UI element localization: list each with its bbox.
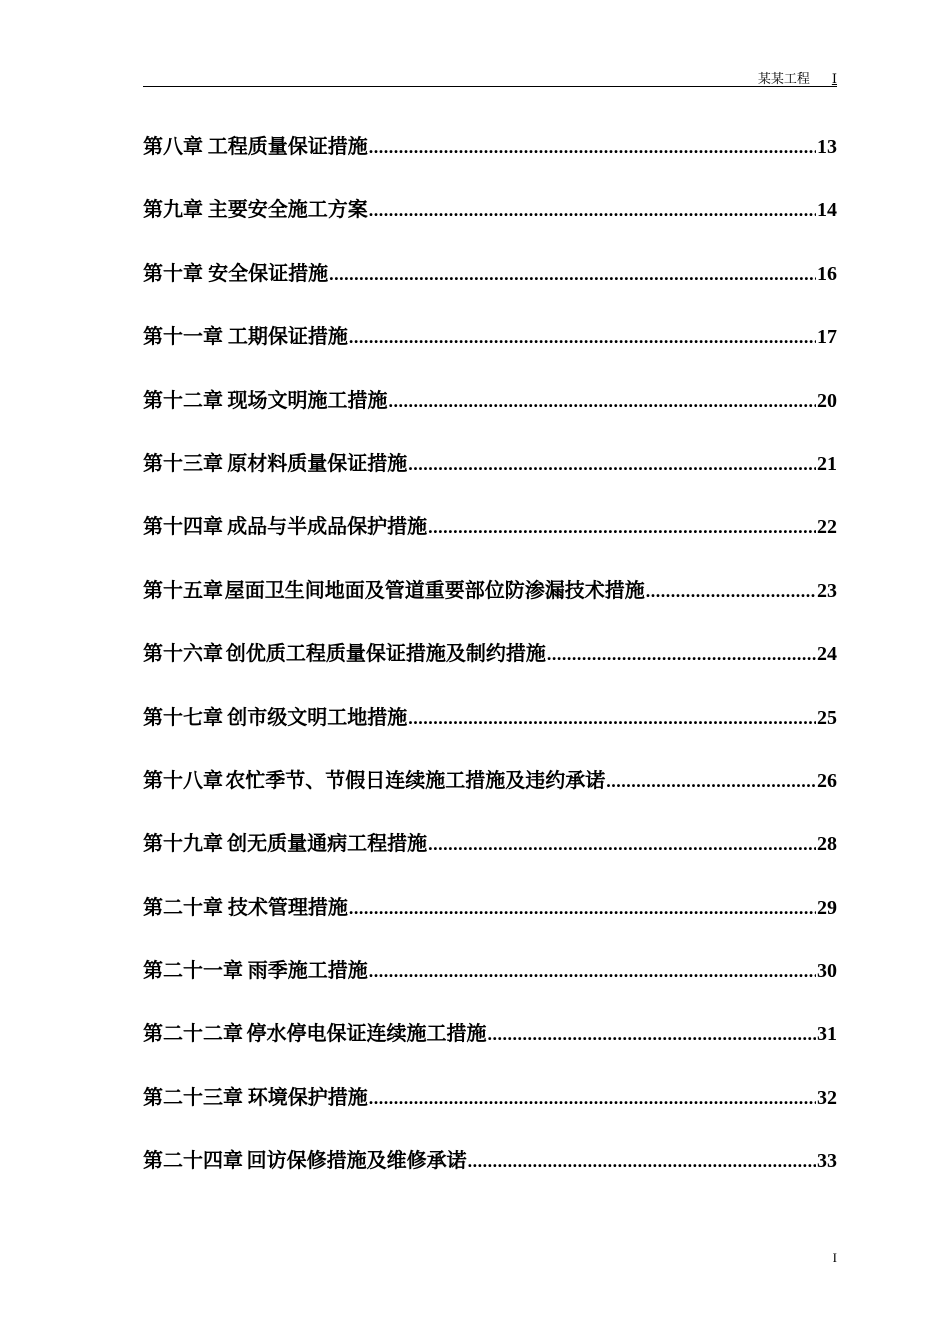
toc-page-number: 32: [817, 1086, 837, 1109]
toc-entry[interactable]: [143, 637, 837, 700]
toc-title: 成品与半成品保护措施: [227, 514, 428, 539]
toc-chapter: 第十八章: [143, 767, 223, 792]
toc-leader: [547, 644, 816, 665]
toc-leader: [487, 1024, 816, 1045]
toc-entry[interactable]: [143, 1017, 837, 1080]
toc-chapter: 第二十章: [143, 894, 223, 919]
table-of-contents: [143, 130, 837, 1208]
toc-entry[interactable]: [143, 193, 837, 256]
toc-leader: [646, 581, 816, 602]
toc-leader: [369, 200, 816, 221]
toc-chapter: 第十四章: [143, 514, 223, 539]
toc-leader: [329, 264, 816, 285]
toc-title: 安全保证措施: [208, 260, 329, 285]
page-header: [143, 64, 837, 87]
footer-page-number: I: [832, 1250, 837, 1265]
toc-page-number: 25: [817, 706, 837, 729]
toc-leader: [349, 327, 816, 348]
toc-chapter: 第十七章: [143, 704, 223, 729]
toc-entry[interactable]: [143, 320, 837, 383]
toc-title: 创市级文明工地措施: [227, 704, 408, 729]
toc-chapter: 第十九章: [143, 831, 223, 856]
toc-page-number: 16: [817, 262, 837, 285]
header-page-number: I: [831, 72, 837, 87]
toc-title: 技术管理措施: [227, 894, 348, 919]
toc-page-number: 17: [817, 326, 837, 349]
toc-leader: [606, 771, 816, 792]
toc-chapter: 第十五章: [143, 577, 223, 602]
toc-chapter: 第十二章: [143, 387, 223, 412]
toc-title: 创优质工程质量保证措施及制约措施: [225, 641, 546, 666]
toc-leader: [408, 454, 816, 475]
toc-entry[interactable]: [143, 574, 837, 637]
toc-title: 现场文明施工措施: [227, 387, 388, 412]
toc-chapter: 第十章: [143, 260, 203, 285]
toc-title: 主要安全施工方案: [207, 197, 368, 222]
toc-entry[interactable]: [143, 954, 837, 1017]
toc-entry[interactable]: [143, 1144, 837, 1207]
toc-chapter: 第二十二章: [143, 1021, 243, 1046]
toc-entry[interactable]: [143, 510, 837, 573]
toc-page-number: 24: [817, 643, 837, 666]
toc-page-number: 22: [817, 516, 837, 539]
toc-page-number: 28: [817, 833, 837, 856]
toc-leader: [428, 834, 816, 855]
toc-entry[interactable]: [143, 447, 837, 510]
toc-chapter: 第二十一章: [143, 958, 243, 983]
toc-entry[interactable]: [143, 130, 837, 193]
toc-page-number: 30: [817, 960, 837, 983]
toc-entry[interactable]: [143, 827, 837, 890]
toc-leader: [428, 517, 816, 538]
toc-entry[interactable]: [143, 257, 837, 320]
toc-entry[interactable]: [143, 764, 837, 827]
toc-page-number: 26: [817, 769, 837, 792]
toc-leader: [389, 391, 817, 412]
toc-leader: [468, 1151, 816, 1172]
toc-entry[interactable]: [143, 701, 837, 764]
toc-title: 回访保修措施及维修承诺: [246, 1148, 467, 1173]
toc-chapter: 第二十四章: [143, 1148, 243, 1173]
toc-leader: [369, 1088, 816, 1109]
header-title: 某某工程: [757, 72, 810, 87]
toc-title: 工期保证措施: [227, 324, 348, 349]
toc-page-number: 23: [817, 579, 837, 602]
toc-title: 工程质量保证措施: [207, 134, 368, 158]
toc-page-number: 13: [817, 136, 837, 158]
toc-chapter: 第二十三章: [143, 1084, 243, 1109]
toc-entry[interactable]: [143, 1081, 837, 1144]
toc-page-number: 14: [817, 199, 837, 222]
toc-chapter: 第九章: [143, 197, 203, 222]
toc-title: 原材料质量保证措施: [227, 450, 408, 475]
toc-title: 屋面卫生间地面及管道重要部位防渗漏技术措施: [224, 577, 645, 602]
toc-page-number: 20: [817, 389, 837, 412]
toc-page-number: 29: [817, 896, 837, 919]
toc-title: 创无质量通病工程措施: [227, 831, 428, 856]
toc-title: 农忙季节、节假日连续施工措施及违约承诺: [225, 767, 606, 792]
toc-page-number: 31: [817, 1023, 837, 1046]
toc-chapter: 第十六章: [143, 641, 223, 666]
toc-title: 停水停电保证连续施工措施: [246, 1021, 487, 1046]
toc-page-number: 21: [817, 452, 837, 475]
toc-leader: [349, 898, 816, 919]
toc-entry[interactable]: [143, 384, 837, 447]
toc-entry[interactable]: [143, 891, 837, 954]
toc-chapter: 第十一章: [143, 324, 223, 349]
toc-leader: [369, 961, 816, 982]
toc-title: 雨季施工措施: [247, 958, 368, 983]
toc-page-number: 33: [817, 1150, 837, 1173]
header-text: [758, 68, 837, 87]
toc-leader: [369, 137, 816, 158]
toc-leader: [408, 708, 816, 729]
toc-chapter: 第十三章: [143, 450, 223, 475]
toc-title: 环境保护措施: [247, 1084, 368, 1109]
toc-chapter: 第八章: [143, 134, 203, 158]
